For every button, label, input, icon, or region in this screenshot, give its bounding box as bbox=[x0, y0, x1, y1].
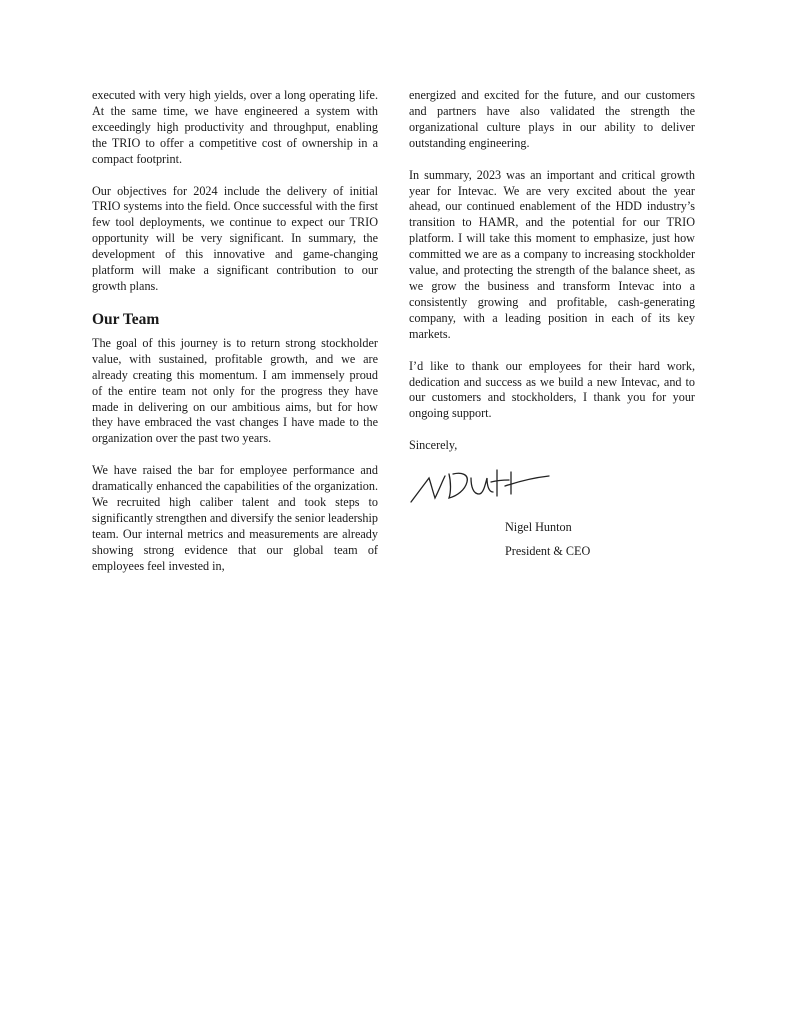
right-column bbox=[409, 88, 695, 568]
left-paragraph-2: Our objectives for 2024 include the delivery of initial TRIO systems into the field. Once successful with the first few tool deployments, we continue to expect our TRIO opportunity will be very significant. In summary, the development of this innovative and game-changing platform will make a significant contribution to our growth plans. bbox=[92, 183, 378, 293]
left-paragraph-1: executed with very high yields, over a long operating life. At the same time, we have engineered a system with exceedingly high productivity and throughput, enabling the TRIO to offer a competitive cost of ownership in a compact footprint. bbox=[92, 88, 378, 166]
left-column bbox=[92, 88, 378, 575]
section-heading-our-team: Our Team bbox=[92, 310, 160, 328]
signature-image bbox=[409, 464, 559, 506]
signer-name: Nigel Hunton bbox=[505, 520, 572, 535]
right-paragraph-3: I’d like to thank our employees for their hard work, dedication and success as we build a new Intevac, and to our customers and stockholders, I thank you for your ongoing support. bbox=[409, 358, 695, 421]
closing-salutation: Sincerely, bbox=[409, 438, 458, 453]
right-paragraph-2: In summary, 2023 was an important and critical growth year for Intevac. We are very excited about the year ahead, our continued enablement of the HDD industry’s transition to HAMR, and the potential for our TRIO platform. I will take this moment to emphasize, just how committed we are as a company to increasing stockholder value, and protecting the strength of the balance sheet, as we grow the business and transform Intevac into a consistently growing and profitable, cash-generating company, with a leading position in each of its key markets. bbox=[409, 167, 695, 341]
left-paragraph-4: We have raised the bar for employee performance and dramatically enhanced the capabilities of the organization. We recruited high caliber talent and took steps to significantly strengthen and diversify the senior leadership team. Our internal metrics and measurements are already showing strong evidence that our global team of employees feel invested in, bbox=[92, 463, 378, 573]
right-paragraph-1: energized and excited for the future, and our customers and partners have also validated the strength the organizational culture plays in our ability to deliver outstanding engineering. bbox=[409, 88, 695, 150]
signature-block bbox=[409, 520, 695, 560]
signer-title: President & CEO bbox=[505, 544, 591, 559]
left-paragraph-3: The goal of this journey is to return strong stockholder value, with sustained, profitable growth, and we are already creating this momentum. I am immensely proud of the entire team not only for the progress they have made in delivering on our ambitious aims, but for how they have embraced the vast changes I have made to the organization over the past two years. bbox=[92, 335, 378, 446]
